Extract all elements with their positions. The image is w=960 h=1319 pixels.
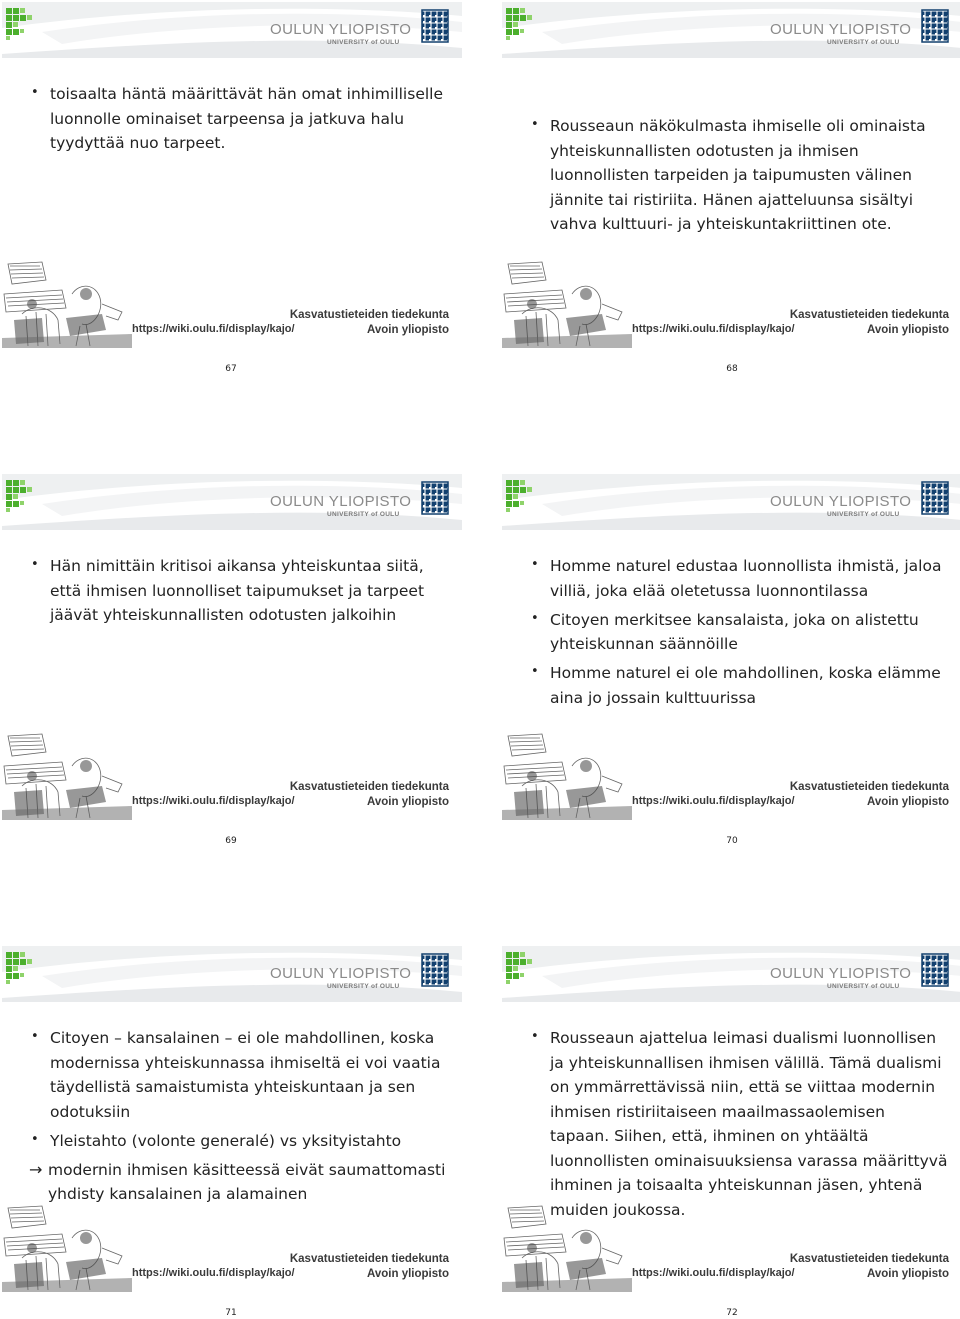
slide-header	[2, 474, 462, 530]
slide-71	[2, 946, 462, 1292]
bullet-item: • Citoyen merkitsee kansalaista, joka on alistettu yhteiskunnan säännöille	[528, 608, 948, 657]
bullet-list	[528, 114, 948, 237]
footer-url: https://wiki.oulu.fi/display/kajo/	[132, 1267, 295, 1279]
slide-footer	[502, 726, 960, 820]
footer-url: https://wiki.oulu.fi/display/kajo/	[632, 1267, 795, 1279]
footer-unit: Avoin yliopisto	[867, 324, 949, 336]
footer-unit: Avoin yliopisto	[367, 1268, 449, 1280]
page-number: 69	[225, 836, 237, 846]
footer-unit: Avoin yliopisto	[367, 796, 449, 808]
bullet-list	[528, 1026, 948, 1222]
page-number: 67	[225, 364, 237, 374]
bullet-item: • Homme naturel edustaa luonnollista ihmistä, jaloa villiä, joka elää oletetussa luonnontilassa	[528, 554, 948, 603]
footer-url: https://wiki.oulu.fi/display/kajo/	[632, 323, 795, 335]
bullet-item: • Rousseaun ajattelua leimasi dualismi luonnollisen ja yhteiskunnallisen ihmisen välillä. Tämä dualismi on ymmärrettävissä niin, että se viittaa modernin ihmisen ristiriitaiseen maailmassaolemisen tapaan. Siihen, että, ihminen on yhtäältä luonnollisten ominaisuuksiensa varassa määrittyvä ihminen ja toisaalta yhteiskunnan jäsen, yhtenä muiden joukossa.	[528, 1026, 948, 1222]
bullet-item: • Yleistahto (volonte generalé) vs yksityistahto	[28, 1129, 448, 1154]
slide-header	[2, 946, 462, 1002]
university-name: OULUN YLIOPISTO	[770, 21, 912, 38]
bullet-list	[28, 554, 448, 628]
slide-footer	[2, 726, 462, 820]
university-subname: UNIVERSITY of OULU	[327, 983, 400, 990]
slide-body	[528, 554, 948, 734]
footer-faculty: Kasvatustieteiden tiedekunta	[289, 309, 449, 321]
footer-unit: Avoin yliopisto	[867, 796, 949, 808]
bullet-item: • toisaalta häntä määrittävät hän omat inhimilliselle luonnolle ominaiset tarpeensa ja jatkuva halu tyydyttää nuo tarpeet.	[28, 82, 448, 156]
footer-unit: Avoin yliopisto	[367, 324, 449, 336]
footer-faculty: Kasvatustieteiden tiedekunta	[789, 309, 949, 321]
arrow-item-text: modernin ihmisen käsitteessä eivät saumattomasti yhdisty kansalainen ja alamainen	[48, 1160, 446, 1203]
engraving-illustration-icon	[502, 726, 632, 820]
bullet-item: • Rousseaun näkökulmasta ihmiselle oli ominaista yhteiskunnallisten odotusten ja ihmisen luonnollisten tarpeiden ja taipumusten välinen jännite tai ristiriita. Hänen ajatteluunsa sisältyi vahva kulttuuri- ja yhteiskuntakriittinen ote.	[528, 114, 948, 237]
engraving-illustration-icon	[2, 726, 132, 820]
slide-body	[28, 554, 448, 734]
university-name: OULUN YLIOPISTO	[270, 965, 412, 982]
footer-url: https://wiki.oulu.fi/display/kajo/	[632, 795, 795, 807]
university-name: OULUN YLIOPISTO	[270, 493, 412, 510]
university-subname: UNIVERSITY of OULU	[827, 39, 900, 46]
slide-body	[28, 82, 448, 262]
page-number: 71	[225, 1308, 237, 1318]
footer-unit: Avoin yliopisto	[867, 1268, 949, 1280]
bullet-item: • Hän nimittäin kritisoi aikansa yhteiskuntaa siitä, että ihmisen luonnolliset taipumukset ja tarpeet jäävät yhteiskunnallisten odotusten jalkoihin	[28, 554, 448, 628]
slide-67	[2, 2, 462, 348]
bullet-list	[28, 1026, 448, 1207]
university-name: OULUN YLIOPISTO	[270, 21, 412, 38]
page-number: 70	[726, 836, 738, 846]
bullet-list	[28, 82, 448, 156]
slide-body	[28, 1026, 448, 1226]
slide-72	[502, 946, 960, 1292]
university-subname: UNIVERSITY of OULU	[827, 983, 900, 990]
slide-69	[2, 474, 462, 820]
slide-68	[502, 2, 960, 348]
footer-faculty: Kasvatustieteiden tiedekunta	[789, 1253, 949, 1265]
university-name: OULUN YLIOPISTO	[770, 965, 912, 982]
footer-url: https://wiki.oulu.fi/display/kajo/	[132, 323, 295, 335]
university-subname: UNIVERSITY of OULU	[327, 511, 400, 518]
bullet-item: • Homme naturel ei ole mahdollinen, koska elämme aina jo jossain kulttuurissa	[528, 661, 948, 710]
engraving-illustration-icon	[502, 254, 632, 348]
footer-faculty: Kasvatustieteiden tiedekunta	[289, 1253, 449, 1265]
slide-header	[502, 2, 960, 58]
page-number: 72	[726, 1308, 738, 1318]
slide-footer	[2, 254, 462, 348]
university-name: OULUN YLIOPISTO	[770, 493, 912, 510]
footer-faculty: Kasvatustieteiden tiedekunta	[289, 781, 449, 793]
arrow-right-icon: →	[29, 1159, 43, 1179]
slide-header	[502, 946, 960, 1002]
slide-footer	[502, 254, 960, 348]
university-subname: UNIVERSITY of OULU	[827, 511, 900, 518]
slide-70	[502, 474, 960, 820]
slide-body	[528, 1026, 948, 1246]
footer-url: https://wiki.oulu.fi/display/kajo/	[132, 795, 295, 807]
arrow-item	[28, 1158, 448, 1207]
bullet-item: • Citoyen – kansalainen – ei ole mahdollinen, koska modernissa yhteiskunnassa ihmiseltä ei voi vaatia täydellistä samaistumista yhteiskuntaan ja sen odotuksiin	[28, 1026, 448, 1124]
footer-faculty: Kasvatustieteiden tiedekunta	[789, 781, 949, 793]
slide-header	[2, 2, 462, 58]
engraving-illustration-icon	[2, 254, 132, 348]
slide-header	[502, 474, 960, 530]
bullet-list	[528, 554, 948, 710]
university-subname: UNIVERSITY of OULU	[327, 39, 400, 46]
page-number: 68	[726, 364, 738, 374]
